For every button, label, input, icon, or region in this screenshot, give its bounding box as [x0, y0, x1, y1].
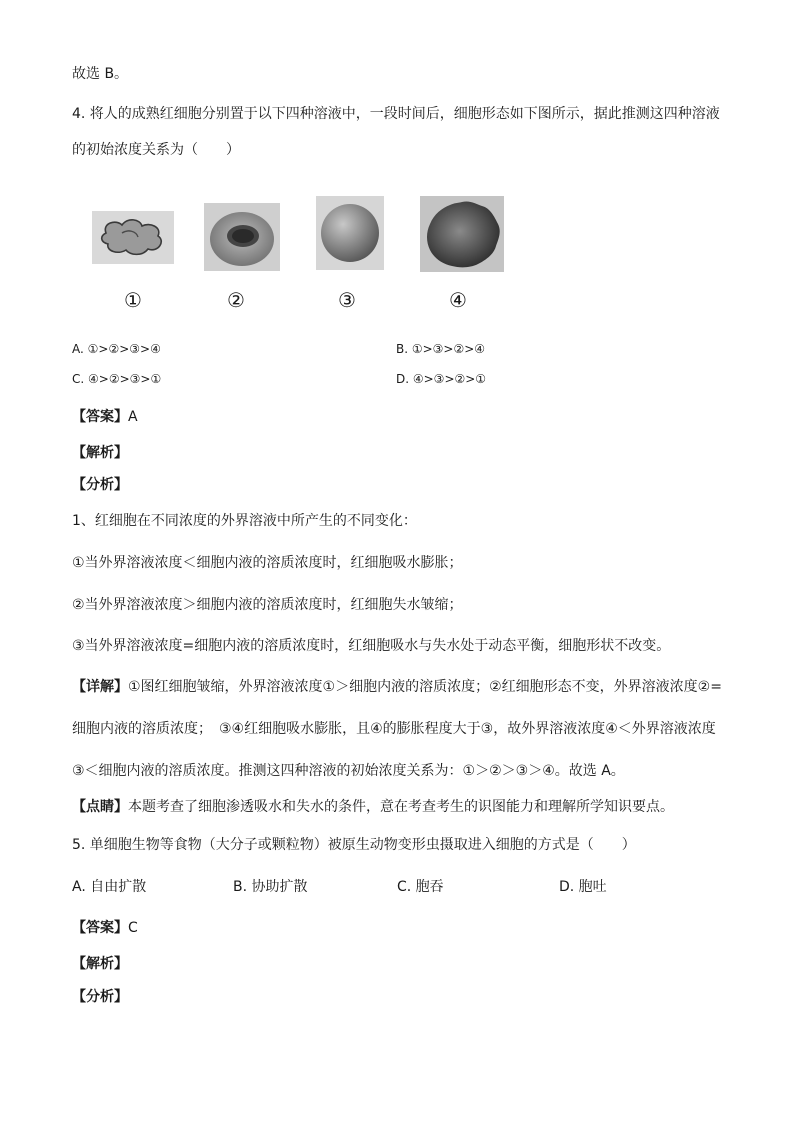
q5-answer [72, 918, 138, 938]
figure-1-label: ① [124, 288, 142, 312]
figure-4-label: ④ [449, 288, 467, 312]
q5-analysis-tag: 【解析】 [72, 956, 128, 972]
answer-value: C [128, 920, 138, 936]
answer-tag: 【答案】 [72, 920, 128, 936]
q4-fenxi-tag: 【分析】 [72, 477, 128, 493]
figure-1-crenated-cell [92, 211, 174, 264]
q4-analysis-tag: 【解析】 [72, 445, 128, 461]
q4-option-c: C. ④>②>③>① [72, 372, 162, 386]
q5-option-b: B. 协助扩散 [233, 879, 308, 895]
answer-value: A [128, 409, 138, 425]
figure-2-normal-cell [204, 203, 280, 271]
q5-stem: 5. 单细胞生物等食物（大分子或颗粒物）被原生动物变形虫摄取进入细胞的方式是（ ） [72, 837, 636, 853]
q5-option-d: D. 胞吐 [559, 879, 607, 895]
q4-stem-line1: 4. 将人的成熟红细胞分别置于以下四种溶液中，一段时间后，细胞形态如下图所示，据此推测这四种溶液 [72, 106, 720, 122]
q5-option-a: A. 自由扩散 [72, 879, 147, 895]
figure-4-burst-cell [420, 196, 504, 272]
q5-fenxi-tag: 【分析】 [72, 989, 128, 1005]
q4-option-a: A. ①>②>③>④ [72, 342, 161, 356]
detail-text-1: ①图红细胞皱缩，外界溶液浓度①＞细胞内液的溶质浓度；②红细胞形态不变，外界溶液浓度②= [128, 679, 722, 695]
comment-tag: 【点睛】 [72, 799, 128, 815]
q4-fenxi-line-2: ①当外界溶液浓度＜细胞内液的溶质浓度时，红细胞吸水膨胀； [72, 555, 463, 571]
answer-tag: 【答案】 [72, 409, 128, 425]
q4-fenxi-line-1: 1、红细胞在不同浓度的外界溶液中所产生的不同变化： [72, 513, 417, 529]
figure-2-label: ② [227, 288, 245, 312]
q4-option-d: D. ④>③>②>① [396, 372, 487, 386]
q4-option-b: B. ①>③>②>④ [396, 342, 486, 356]
q4-detail-line-2: 细胞内液的溶质浓度； ③④红细胞吸水膨胀，且④的膨胀程度大于③，故外界溶液浓度④＜外界溶液浓度 [72, 721, 716, 737]
q4-detail-line-1 [72, 677, 722, 697]
q4-stem-line2: 的初始浓度关系为（ ） [72, 142, 240, 158]
q4-detail-line-3: ③＜细胞内液的溶质浓度。推测这四种溶液的初始浓度关系为：①＞②＞③＞④。故选 A。 [72, 763, 625, 779]
q4-fenxi-line-3: ②当外界溶液浓度＞细胞内液的溶质浓度时，红细胞失水皱缩； [72, 597, 463, 613]
comment-text: 本题考查了细胞渗透吸水和失水的条件，意在考查考生的识图能力和理解所学知识要点。 [128, 799, 674, 815]
q4-fenxi-line-4: ③当外界溶液浓度=细胞内液的溶质浓度时，红细胞吸水与失水处于动态平衡，细胞形状不改变。 [72, 638, 671, 654]
figure-3-swollen-cell [316, 196, 384, 270]
detail-tag: 【详解】 [72, 679, 128, 695]
figure-3-label: ③ [338, 288, 356, 312]
q4-comment [72, 797, 674, 817]
q4-answer [72, 407, 138, 427]
q5-option-c: C. 胞吞 [397, 879, 444, 895]
previous-conclusion: 故选 B。 [72, 66, 129, 82]
